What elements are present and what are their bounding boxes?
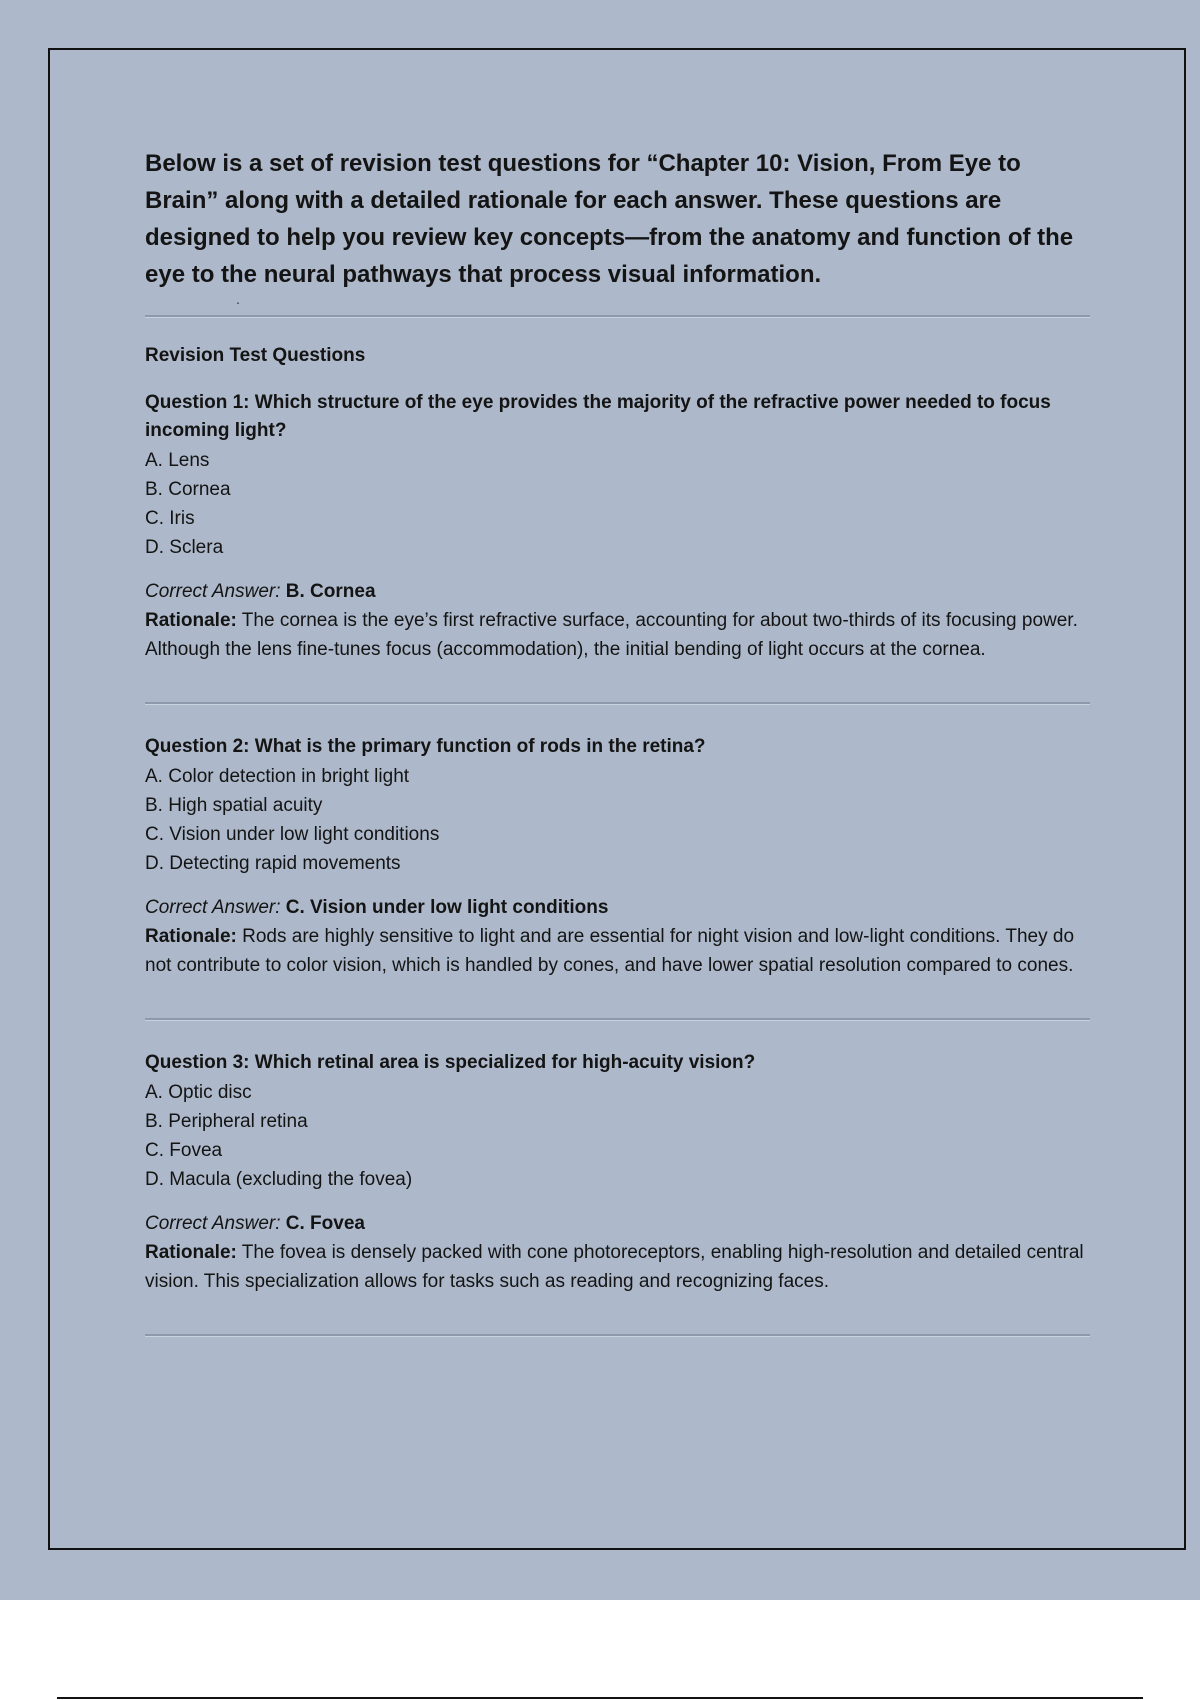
rationale-label: Rationale: — [145, 926, 237, 947]
correct-answer-value: C. Vision under low light conditions — [285, 897, 609, 918]
question-prompt: Question 3: Which retinal area is specialized for high-acuity vision? — [145, 1052, 756, 1073]
option-item: C. Iris — [145, 508, 195, 529]
rationale — [145, 606, 1090, 664]
option-item: B. Peripheral retina — [145, 1111, 308, 1132]
option-item: D. Macula (excluding the fovea) — [145, 1169, 413, 1190]
question-block-2 — [145, 733, 1090, 980]
rationale — [145, 1238, 1090, 1296]
divider — [145, 1334, 1090, 1337]
option-item: A. Optic disc — [145, 1082, 252, 1103]
rationale — [145, 922, 1090, 980]
stray-mark: . — [236, 291, 240, 307]
option-item: A. Lens — [145, 450, 210, 471]
section-title: Revision Test Questions — [145, 345, 366, 366]
option-list — [145, 446, 1090, 562]
option-item: B. High spatial acuity — [145, 795, 323, 816]
correct-answer-value: C. Fovea — [285, 1213, 365, 1234]
rationale-text: The fovea is densely packed with cone photoreceptors, enabling high-resolution and detailed central vision. This specialization allows for tasks such as reading and recognizing faces. — [145, 1242, 1084, 1292]
divider — [145, 702, 1090, 705]
question-prompt: Question 2: What is the primary function of rods in the retina? — [145, 736, 706, 757]
correct-answer — [145, 894, 1090, 922]
correct-answer-label: Correct Answer: — [145, 897, 281, 918]
option-item: B. Cornea — [145, 479, 231, 500]
correct-answer — [145, 578, 1090, 606]
correct-answer-label: Correct Answer: — [145, 581, 281, 602]
rationale-label: Rationale: — [145, 1242, 237, 1263]
option-item: D. Detecting rapid movements — [145, 853, 401, 874]
option-list — [145, 1078, 1090, 1194]
option-list — [145, 762, 1090, 878]
question-block-1 — [145, 389, 1090, 664]
option-item: A. Color detection in bright light — [145, 766, 410, 787]
option-item: D. Sclera — [145, 537, 224, 558]
rationale-text: Rods are highly sensitive to light and are essential for night vision and low-light conditions. They do not contribute to color vision, which is handled by cones, and have lower spatial resolution compared to cones. — [145, 926, 1075, 976]
correct-answer-value: B. Cornea — [285, 581, 376, 602]
correct-answer — [145, 1210, 1090, 1238]
divider — [145, 315, 1090, 318]
divider — [145, 1018, 1090, 1021]
intro-paragraph: Below is a set of revision test questions for “Chapter 10: Vision, From Eye to Brain” along with a detailed rationale for each answer. These questions are designed to help you review key concepts—from the anatomy and function of the eye to the neural pathways that process visual information. — [145, 150, 1074, 288]
rationale-label: Rationale: — [145, 610, 237, 631]
footer-rule — [57, 1697, 1143, 1699]
option-item: C. Vision under low light conditions — [145, 824, 440, 845]
rationale-text: The cornea is the eye’s first refractive surface, accounting for about two-thirds of its focusing power. Although the lens fine-tunes focus (accommodation), the initial bending of light occurs at the cornea. — [145, 610, 1078, 660]
option-item: C. Fovea — [145, 1140, 223, 1161]
question-prompt: Question 1: Which structure of the eye provides the majority of the refractive power needed to focus incoming light? — [145, 392, 1051, 441]
document-content — [145, 145, 1090, 1337]
correct-answer-label: Correct Answer: — [145, 1213, 281, 1234]
question-block-3 — [145, 1049, 1090, 1296]
